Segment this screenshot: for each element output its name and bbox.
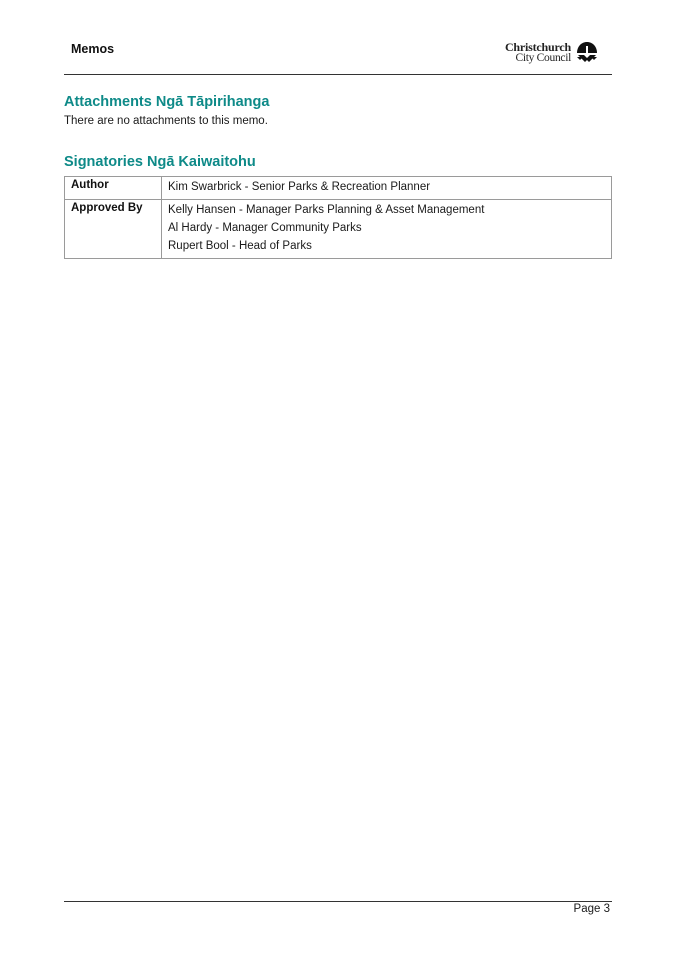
page-header [64,38,612,75]
signatory-name: Al Hardy - Manager Community Parks [168,222,362,234]
page-footer [64,901,612,915]
signatory-name: Kim Swarbrick - Senior Parks & Recreation Planner [168,181,431,193]
header-title: Memos [71,42,115,56]
attachments-text: There are no attachments to this memo. [64,115,268,127]
author-value [162,177,612,200]
attachments-heading: Attachments Ngā Tāpirihanga [64,94,270,110]
christchurch-cathedral-logo-icon [575,41,599,65]
approved-by-label: Approved By [65,200,162,259]
logo-line1: Christchurch [504,40,571,54]
page-number: Page 3 [573,903,610,915]
signatory-name: Rupert Bool - Head of Parks [168,240,312,252]
approved-by-value [162,200,612,259]
signatories-heading: Signatories Ngā Kaiwaitohu [64,154,256,170]
logo-text [505,42,571,64]
author-label: Author [65,177,162,200]
table-row [65,177,612,200]
logo-line2: City Council [515,52,571,64]
table-row [65,200,612,259]
signatories-table [64,176,612,259]
signatory-name: Kelly Hansen - Manager Parks Planning & Asset Management [168,204,485,216]
council-logo [505,40,599,66]
